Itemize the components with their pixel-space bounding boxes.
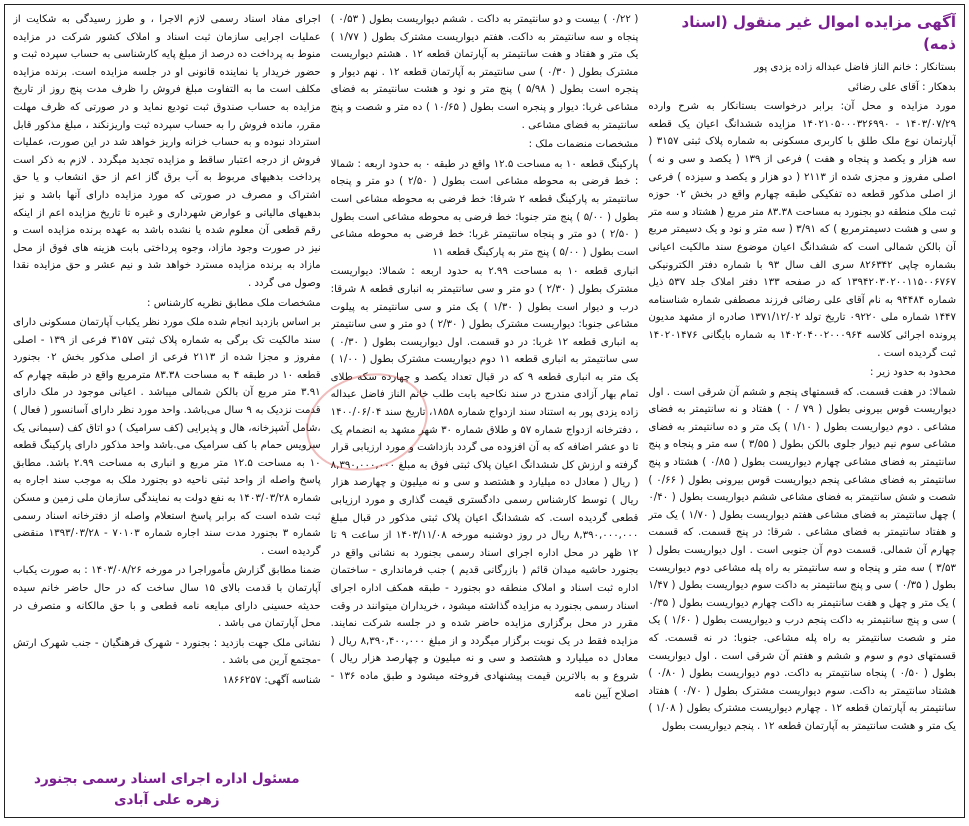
notice-paragraph: انباری قطعه ۱۰ به مساحت ۲.۹۹ به حدود اربعه : شمالا: دیواریست مشترک بطول ( ۲/۳۰ ) دو متر و سی سانتیمتر به انباری قطعه ۸ شرقا: درب و دیوار است بطول ( ۱/۳۰ ) یک متر و سی سانتیمتر به پیلوت مشاعی جنوبا: دیواریست مشترک بطول ( ۲/۳۰ ) دو متر و سی سانتیمتر به انباری قطعه ۱۲ غربا: در دو قسمت. اول دیواریست بطول ( ۰/۳۰ ) سی سانتیمتر به انباری قطعه ۱۱ دوم دیواریست مشترک بطول ( ۱/۰۰ ) یک متر به انباری قطعه ۹ که در قبال تعداد یکصد و چهارده سکه طلای تمام بهار آزادی مندرج در سند نکاحیه بابت طلب خانم الناز فاضل عبداله زاده یزدی پور به استناد سند ازدواج شماره ۱۸۵۸، تاریخ سند ۱۴۰۰/۰۶/۰۴ ، دفترخانه ازدواج شماره ۵۷ و طلاق شماره ۳۰ شهر مشهد به انضمام یک تا دو عشر اضافه که به آن افزوده می گردد بازداشت و مورد ارزیابی قرار گرفته و ارزش کل ششدانگ اعیان پلاک ثبتی فوق به مبلغ ۸,۳۹۰,۰۰۰,۰۰۰ ( ریال ( معادل ده میلیارد و هشتصد و سی و نه میلیون و چهارصد هزار ریال ) توسط کارشناس رسمی دادگستری قیمت گذاری و مورد ارزیابی قطعی گردیده است. که ششدانگ اعیان پلاک ثبتی مذکور در قبال مبلغ ۸,۳۹۰,۰۰۰,۰۰۰ ریال در روز دوشنبه مورخه ۱۴۰۳/۱۱/۰۸ از ساعت ۹ تا ۱۲ ظهر در محل اداره اجرای اسناد رسمی بجنورد به نشانی واقع در بجنورد حاشیه میدان قائم ( بازرگانی قدیم ) جنب فرمانداری - ساختمان اداره ثبت اسناد و املاک منطقه دو بجنورد - طبقه همکف اداره اجرای اسناد رسمی بجنورد به مزایده گذاشته میشود ، خریداران میتوانند در وقت مقرر در محل برگزاری مزایده حاضر شده و در جلسه شرکت نمایند. مزایده فقط در یک نوبت برگزار میگردد و از مبلغ ۸,۳۹۰,۴۰۰,۰۰۰ ریال ( معادل ده میلیارد و هشتصد و سی و نه میلیون و چهارصد هزار ریال ) شروع و به بالاترین قیمت پیشنهادی فروخته میشود و طبق ماده ۱۳۶ - اصلاح آیین نامه bbox=[330, 266, 639, 700]
notice-paragraph: نشانی ملک جهت بازدید : بجنورد - شهرک فرهنگیان - جنب شهرک ارتش -مجتمع آرین می باشد . bbox=[12, 637, 321, 667]
notice-paragraph: پارکینگ قطعه ۱۰ به مساحت ۱۲.۵ واقع در طبقه ۰ به حدود اربعه : شمالا : خط فرضی به محوطه مشاعی است بطول ( ۲/۵۰ ) دو متر و پنجاه سانتیمتر به پارکینگ قطعه ۲ شرقا: خط فرضی به محوطه مشاعی است بطول ( ۵/۰۰ ) پنج متر جنوبا: خط فرضی به محوطه مشاعی است بطول ( ۲/۵۰ ) دو متر و پنجاه سانتیمتر غربا: خط فرضی به محوطه مشاعی است بطول ( ۵/۰۰ ) پنج متر به پارکینگ قطعه ۱۱ bbox=[330, 158, 639, 258]
notice-column-1 bbox=[648, 11, 956, 811]
notice-page bbox=[4, 4, 965, 818]
notice-column-3 bbox=[13, 11, 321, 811]
signature-title: مسئول اداره اجرای اسناد رسمی بجنورد bbox=[34, 771, 300, 787]
signature-name: زهره علی آبادی bbox=[114, 792, 220, 808]
notice-paragraph: محدود به حدود زیر : bbox=[870, 367, 956, 379]
notice-paragraph: بر اساس بازدید انجام شده ملک مورد نظر یکباب آپارتمان مسکونی دارای سند مالکیت تک برگی به شماره پلاک ثبتی ۳۱۵۷ فرعی از ۱۳۹ - اصلی مفروز و مجزا شده از ۲۱۱۳ فرعی از اصلی مذکور بخش ۰۲ بجنورد قطعه ۱۰ در طبقه ۴ به مساحت ۸۳.۳۸ مترمربع واقع در طبقه چهارم که ۳.۹۱ متر مربع آن بالکن شمالی میباشد . اعیانی موجود در ملک دارای قدمت نزدیک به ۹ سال می‌باشد. واحد مورد نظر دارای آسانسور ( فعال ) ،شامل آشپزخانه، هال و پذیرایی (کف سرامیک ) دو اتاق کف (سیمانی یک سرویس حمام با کف سرامیک می.باشد واحد مذکور دارای پارکینگ قطعه ۱۰ به مساحت ۱۲.۵ متر مربع و انباری به مساحت ۲.۹۹ باشد. مطابق پاسخ واصله از واحد ثبتی ناحیه دو بجنورد ملک به موجب سند اجاره به شماره ۱۴۰۳/۰۳/۲۸ به نفع دولت به نمایندگی سازمان ملی زمین و مسکن ثبت شده است که برابر پاسخ استعلام واصله از دفترخانه اسناد رسمی شماره ۳ بجنورد مدت سند اجاره شماره ۷۰۱۰۳ - ۱۳۹۳/۰۳/۲۸ منقضی گردیده است . bbox=[12, 317, 321, 557]
notice-paragraph: اجرای مفاد اسناد رسمی لازم الاجرا ، و طرز رسیدگی به شکایت از عملیات اجرایی سازمان ثبت اسناد و املاک کشور شرکت در مزایده منوط به پرداخت ده درصد از مبلغ پایه کارشناسی به حساب سپرده ثبت و حضور خریدار یا نماینده قانونی او در جلسه مزایده است. برنده مزایده مکلف است ما به التفاوت مبلغ فروش را ظرف مدت پنج روز از تاریخ مزایده به حساب صندوق ثبت تودیع نماید و در صورتی که ظرف مهلت مقرر، مانده فروش را به حساب سپرده ثبت واریزنکند ، مبلغ مذکور قابل استرداد نبوده و به حساب خزانه واریز خواهد شد در این صورت، عملیات فروش از درجه اعتبار ساقط و مزایده تجدید میگردد . لازم به ذکر است پرداخت بدهیهای مربوط به آب برق گاز اعم از حق انشعاب و یا حق اشتراک و مصرف در صورتی که مورد مزایده دارای آنها باشد و نیز بدهیهای مالیاتی و عوارض شهرداری و غیره تا تاریخ مزایده اعم از اینکه رقم قطعی آن معلوم شده یا نشده باشد به عهده برنده مزایده است و نیز در صورت وجود مازاد، وجوه پرداختی بابت هزینه های فوق از محل مازاد به برنده مزایده مسترد خواهد شد و نیم عشر و حق مزایده نقدا وصول می گردد . bbox=[12, 14, 321, 289]
notice-paragraph: مشخصات ملک مطابق نظریه کارشناس : bbox=[147, 297, 321, 309]
notice-paragraph: مشخصات منضمات ملک : bbox=[528, 139, 639, 151]
signature-block bbox=[13, 769, 321, 811]
notice-column-2 bbox=[331, 11, 639, 811]
debtor-line: بدهکار : آقای علی رضائی bbox=[847, 81, 956, 93]
ad-id: شناسه آگهی: ۱۸۶۶۲۵۷ bbox=[222, 674, 321, 686]
notice-title: آگهی مزایده اموال غیر منقول (اسناد ذمه) bbox=[681, 13, 956, 53]
notice-paragraph: شمالا: در هفت قسمت. که قسمتهای پنجم و ششم آن شرقی است . اول دیواریست قوس بیرونی بطول ( ۷۹ / ۰ ) هفتاد و نه سانتیمتر به فضای مشاعی . دوم دیواریست بطول ( ۱/۱۰ ) یک متر و ده سانتیمتر به فضای مشاعی سوم نیم دیوار جلوی بالکن بطول ( ۳/۵۵ ) سه متر و پنجاه و پنج سانتیمتر به فضای مشاعی چهارم دیواریست بطول ( ۰/۸۵ ) هشتاد و پنج سانتیمتر به فضای مشاعی پنجم دیواریست قوس بیرونی بطول ( ۰/۶۶ ) شصت و شش سانتیمتر به فضای مشاعی ششم دیواریست بطول ( ۰/۴۰ ) چهل سانتیمتر به فضای مشاعی هفتم دیواریست بطول ( ۱/۷۰ ) یک متر و هفتاد سانتیمتر به فضای مشاعی . شرقا: در پنج قسمت. که قسمت چهارم آن شمالی. قسمت دوم آن جنوبی است . اول دیواریست بطول ( ۳/۵۳ ) سه متر و پنجاه و سه سانتیمتر به راه پله مشاعی دوم دیواریست بطول ( ۰/۳۵ ) سی و پنج سانتیمتر به داکت سوم دیواریست بطول ( ۱/۴۷ ) یک متر و چهل و هفت سانتیمتر به داکت چهارم دیواریست بطول ( ۰/۳۵ ) سی و پنج سانتیمتر به داکت پنجم درب و دیواریست بطول ( ۱/۶۰ ) یک متر و شصت سانتیمتر به راه پله مشاعی. جنوبا: در نه قسمت. که قسمتهای دوم و سوم و ششم و هفتم آن شرقی است . اول دیواریست بطول ( ۰/۵۰ ) پنجاه سانتیمتر به داکت. دوم دیواریست بطول ( ۰/۸۰ ) هشتاد سانتیمتر به داکت. سوم دیواریست مشترک بطول ( ۰/۷۰ ) هفتاد سانتیمتر به آپارتمان قطعه ۱۲ . چهارم دیواریست مشترک بطول ( ۱/۰۸ ) یک متر و هشت سانتیمتر به آپارتمان قطعه ۱۲ . پنجم دیواریست بطول bbox=[648, 386, 956, 732]
notice-paragraph: ( ۰/۲۲ ) بیست و دو سانتیمتر به داکت . ششم دیواریست بطول ( ۰/۵۳ ) پنجاه و سه سانتیمتر به داکت. هفتم دیواریست مشترک بطول ( ۱/۷۷ ) یک متر و هفتاد و هفت سانتیمتر به آپارتمان قطعه ۱۲ . هشتم دیواریست مشترک بطول ( ۰/۳۰ ) سی سانتیمتر به آپارتمان قطعه ۱۲ . نهم دیوار و پنجره است بطول ( ۵/۹۸ ) پنج متر و نود و هشت سانتیمتر به فضای مشاعی غربا: دیوار و پنجره است بطول ( ۱۰/۶۵ ) ده متر و شصت و پنج سانتیمتر به فضای مشاعی . bbox=[330, 14, 639, 131]
notice-paragraph: ضمنا مطابق گزارش مأموراجرا در مورخه ۱۴۰۳/۰۸/۲۶ : به صورت یکباب آپارتمان با قدمت بالای ۱۵ سال ساخت که در حال حاضر خانم سیده حدیثه حسینی دارای مبایعه نامه قطعی و با حق مالکانه و متصرف در محل آپارتمان می باشد . bbox=[12, 565, 321, 630]
creditor-line: بستانکار : خانم الناز فاضل عبداله زاده یزدی پور bbox=[754, 62, 956, 73]
notice-paragraph: مورد مزایده و محل آن: برابر درخواست بستانکار به شرح وارده ۱۴۰۳/۰۷/۲۹ - ۱۴۰۲۱۰۵۰۰۰۳۲۶۹۹۰ مزایده ششدانگ اعیان یک قطعه آپارتمان نوع ملک طلق با کاربری مسکونی به شماره پلاک ثبتی ۳۱۵۷ ( سه هزار و یکصد و پنجاه و هفت ) فرعی از ۱۳۹ ( یکصد و سی و نه ) اصلی مفروز و مجزی شده از ۲۱۱۳ ( دو هزار و یکصد و سیزده ) فرعی از اصلی مذکور قطعه ده تفکیکی طبقه چهارم واقع در بخش ۰۲ حوزه ثبت ملک منطقه دو بجنورد به مساحت ۸۳.۳۸ متر مربع ( هشتاد و سه متر و سی و هشت دسیمترمربع ) که ۳/۹۱ ( سه متر و نود و یک دسیمتر مربع آن بالکن شمالی است که ششدانگ اعیان موضوع سند مالکیت اعیانی بشماره چاپی ۸۲۶۳۴۲ سری الف سال ۹۳ با شماره دفتر الکترونیکی ۱۳۹۴۲۰۳۰۲۰۰۱۱۵۰۰۶۷۶۷ که در صفحه ۱۳۳ دفتر املاک جلد ۵۳۷ ذیل شماره ۹۴۴۸۴ به نام آقای علی رضائی فرزند مصطفی شماره شناسنامه ۱۴۴۷ شماره ملی ۰۹۲۲۰ تاریخ تولد ۱۳۷۱/۱۲/۰۲ صادره از مشهد مدیون پرونده اجرائی کلاسه ۱۴۰۲۰۴۰۰۲۰۰۰۹۶۴ به شماره بایگانی ۱۴۰۲۰۱۴۷۶ ثبت گردیده است . bbox=[648, 101, 956, 359]
